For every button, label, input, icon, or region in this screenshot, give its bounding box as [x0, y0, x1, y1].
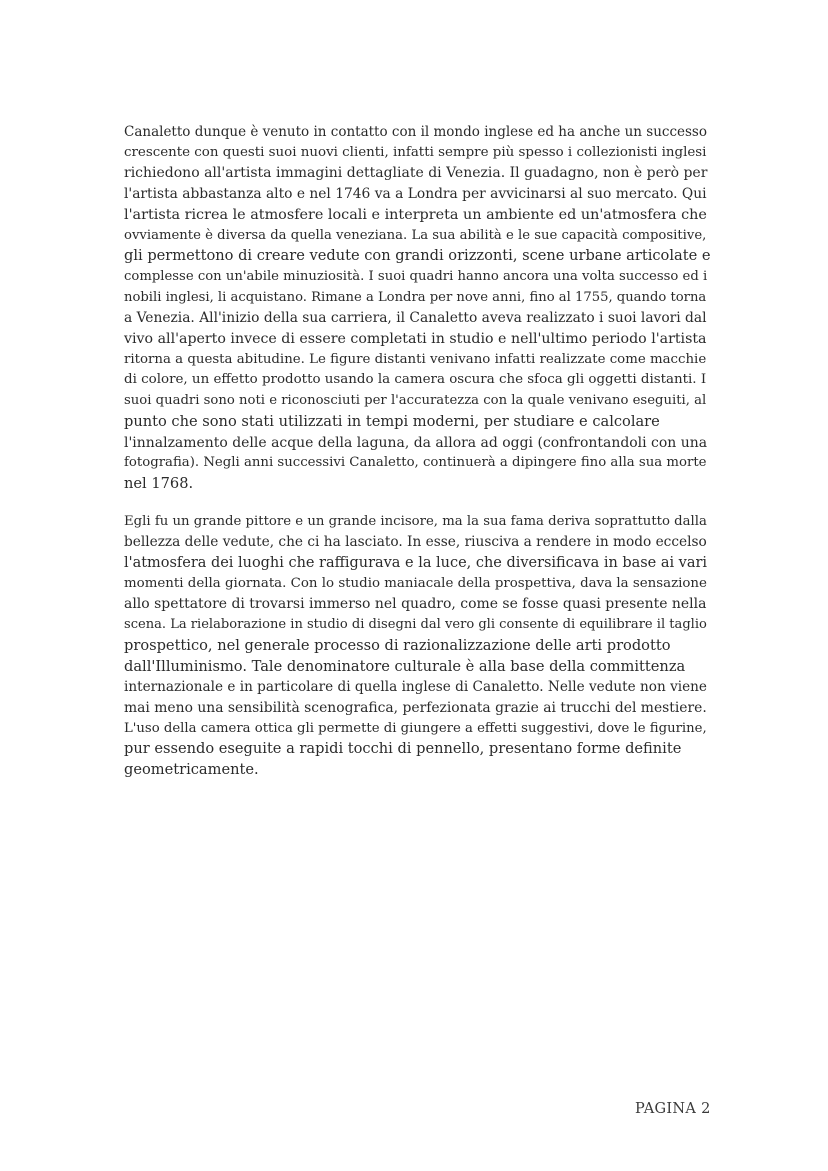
text-line: ovviamente è diversa da quella veneziana. La sua abilità e le sue capacità compositive,	[124, 227, 707, 243]
text-line: momenti della giornata. Con lo studio maniacale della prospettiva, dava la sensazione	[124, 575, 707, 591]
text-line: a Venezia. All'inizio della sua carriera, il Canaletto aveva realizzato i suoi lavori dal	[124, 310, 707, 327]
text-line: richiedono all'artista immagini dettagliate di Venezia. Il guadagno, non è però per	[124, 165, 708, 182]
text-line: complesse con un'abile minuziosità. I suoi quadri hanno ancora una volta successo ed i	[124, 268, 708, 284]
text-line: l'innalzamento delle acque della laguna, da allora ad oggi (confrontandoli con una	[124, 434, 708, 451]
text-line: nobili inglesi, li acquistano. Rimane a Londra per nove anni, fino al 1755, quando torna	[124, 289, 707, 305]
paragraph-1	[124, 122, 710, 495]
text-line: prospettico, nel generale processo di razionalizzazione delle arti prodotto	[124, 636, 671, 654]
text-line: di colore, un effetto prodotto usando la camera oscura che sfoca gli oggetti distanti. I	[124, 372, 707, 388]
text-line: dall'Illuminismo. Tale denominatore culturale è alla base della committenza	[124, 657, 686, 675]
text-line: nel 1768.	[124, 474, 194, 492]
text-line: l'artista ricrea le atmosfere locali e interpreta un ambiente ed un'atmosfera che	[124, 206, 707, 223]
text-line: fotografia). Negli anni successivi Canaletto, continuerà a dipingere fino alla sua morte	[124, 455, 707, 471]
text-line: allo spettatore di trovarsi immerso nel quadro, come se fosse quasi presente nella	[124, 596, 707, 613]
text-line: internazionale e in particolare di quella inglese di Canaletto. Nelle vedute non viene	[124, 679, 707, 696]
text-line: l'atmosfera dei luoghi che raffigurava e la luce, che diversificava in base ai vari	[124, 555, 708, 572]
body-text	[124, 122, 710, 781]
text-line: gli permettono di creare vedute con grandi orizzonti, scene urbane articolate e	[124, 247, 711, 265]
text-line: punto che sono stati utilizzati in tempi moderni, per studiare e calcolare	[124, 412, 660, 430]
text-line: L'uso della camera ottica gli permette di giungere a effetti suggestivi, dove le figurine,	[124, 720, 707, 736]
paragraph-2	[124, 512, 710, 781]
text-line: suoi quadri sono noti e riconosciuti per l'accuratezza con la quale venivano eseguiti, al	[124, 393, 707, 409]
text-line: ritorna a questa abitudine. Le figure distanti venivano infatti realizzate come macchie	[124, 351, 707, 367]
text-line: Canaletto dunque è venuto in contatto con il mondo inglese ed ha anche un successo	[124, 124, 707, 140]
text-line: geometricamente.	[124, 761, 259, 779]
paragraph-spacer	[124, 495, 710, 512]
text-line: l'artista abbastanza alto e nel 1746 va a Londra per avvicinarsi al suo mercato. Qui	[124, 186, 707, 203]
text-line: pur essendo eseguite a rapidi tocchi di pennello, presentano forme definite	[124, 740, 682, 758]
text-line: scena. La rielaborazione in studio di disegni dal vero gli consente di equilibrare il taglio	[124, 617, 707, 633]
text-line: crescente con questi suoi nuovi clienti, infatti sempre più spesso i collezionisti inglesi	[124, 144, 707, 160]
text-line: Egli fu un grande pittore e un grande incisore, ma la sua fama deriva soprattutto dalla	[124, 513, 707, 529]
page-number: PAGINA 2	[635, 1101, 711, 1117]
text-line: bellezza delle vedute, che ci ha lasciato. In esse, riusciva a rendere in modo eccelso	[124, 534, 707, 551]
text-line: vivo all'aperto invece di essere completati in studio e nell'ultimo periodo l'artista	[124, 331, 707, 348]
text-line: mai meno una sensibilità scenografica, perfezionata grazie ai trucchi del mestiere.	[124, 699, 707, 716]
